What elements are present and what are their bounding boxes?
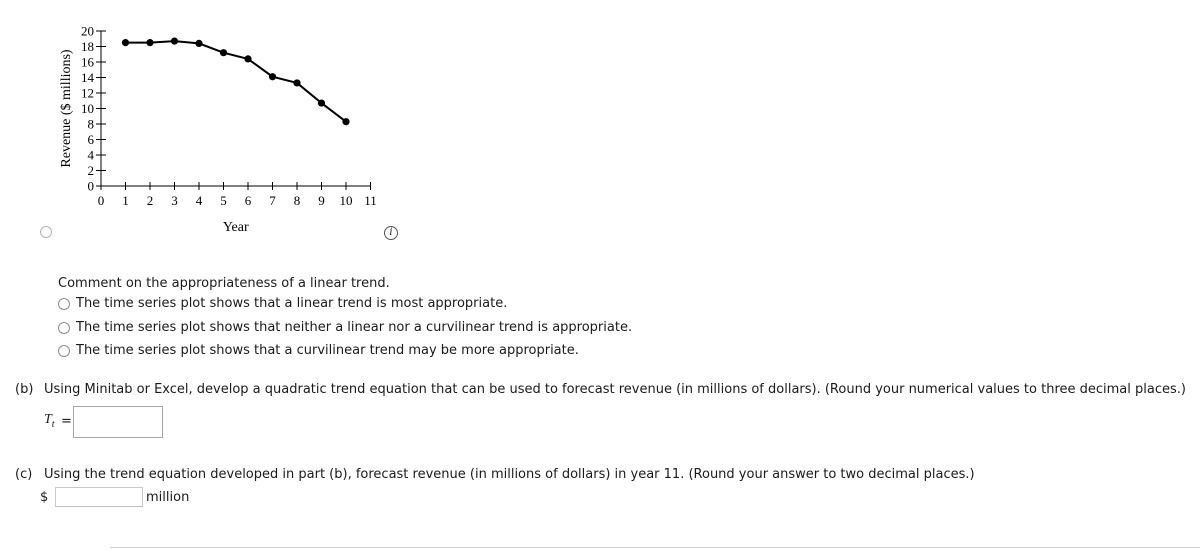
x-tick-label: 9 <box>318 193 325 208</box>
part-b-letter: (b) <box>15 382 34 397</box>
equals-sign: = <box>61 414 72 429</box>
question-prompt: Comment on the appropriateness of a linear trend. <box>58 276 390 291</box>
option-radio-linear[interactable] <box>58 298 70 310</box>
x-tick-label: 4 <box>195 193 203 208</box>
data-point <box>244 55 251 62</box>
partial-radio-icon <box>40 226 52 238</box>
series-line <box>126 41 347 122</box>
option-label-linear: The time series plot shows that a linear trend is most appropriate. <box>76 296 508 311</box>
x-tick-label: 0 <box>97 193 105 208</box>
data-point <box>318 99 325 106</box>
x-tick-label: 2 <box>146 193 154 208</box>
revenue-time-series-chart <box>0 0 420 250</box>
bottom-divider <box>110 547 1200 548</box>
option-label-curvilinear: The time series plot shows that a curvilinear trend may be more appropriate. <box>76 343 579 358</box>
x-tick-label: 7 <box>269 193 276 208</box>
trend-variable-subscript: t <box>51 418 55 430</box>
data-point <box>171 37 178 44</box>
data-point <box>293 79 300 86</box>
data-point <box>269 73 276 80</box>
y-tick-label: 2 <box>87 163 94 178</box>
trend-variable-symbol: T <box>44 412 52 427</box>
option-radio-neither[interactable] <box>58 322 70 334</box>
y-tick-label: 18 <box>81 39 94 54</box>
trend-variable <box>44 412 55 430</box>
info-icon[interactable]: i <box>384 226 398 240</box>
y-tick-label: 20 <box>81 23 94 39</box>
y-tick-label: 6 <box>87 132 94 147</box>
option-label-neither: The time series plot shows that neither a linear nor a curvilinear trend is appropriate. <box>76 320 633 335</box>
x-tick-label: 6 <box>244 193 252 208</box>
dollar-sign: $ <box>40 490 49 505</box>
data-point <box>220 49 227 56</box>
x-axis-label: Year <box>222 220 249 235</box>
forecast-revenue-input[interactable] <box>55 487 143 507</box>
part-b-text: Using Minitab or Excel, develop a quadratic trend equation that can be used to forecast revenue (in millions of dollars). (Round your numerical values to three decimal places.) <box>44 382 1186 397</box>
x-tick-label: 1 <box>122 193 129 208</box>
part-c-text: Using the trend equation developed in part (b), forecast revenue (in millions of dollars) in year 11. (Round your answer to two decimal places.) <box>44 467 975 482</box>
data-point <box>122 39 129 46</box>
million-unit-label: million <box>146 490 190 505</box>
y-tick-label: 8 <box>87 116 94 132</box>
x-tick-label: 3 <box>171 193 178 208</box>
data-point <box>342 118 349 125</box>
y-tick-label: 16 <box>81 54 94 70</box>
quadratic-trend-equation-input[interactable] <box>73 406 163 438</box>
option-radio-curvilinear[interactable] <box>58 345 70 357</box>
y-tick-label: 4 <box>87 147 94 163</box>
y-tick-label: 0 <box>87 178 94 194</box>
x-tick-label: 5 <box>220 193 227 208</box>
x-tick-label: 8 <box>293 193 301 208</box>
x-tick-label: 11 <box>364 193 377 208</box>
y-tick-label: 14 <box>81 70 94 85</box>
x-tick-label: 10 <box>339 193 353 208</box>
part-c-letter: (c) <box>15 467 33 482</box>
data-point <box>195 40 202 47</box>
data-point <box>146 39 153 46</box>
y-tick-label: 10 <box>81 101 94 116</box>
y-tick-label: 12 <box>81 85 94 101</box>
y-axis-label: Revenue ($ millions) <box>59 49 74 168</box>
